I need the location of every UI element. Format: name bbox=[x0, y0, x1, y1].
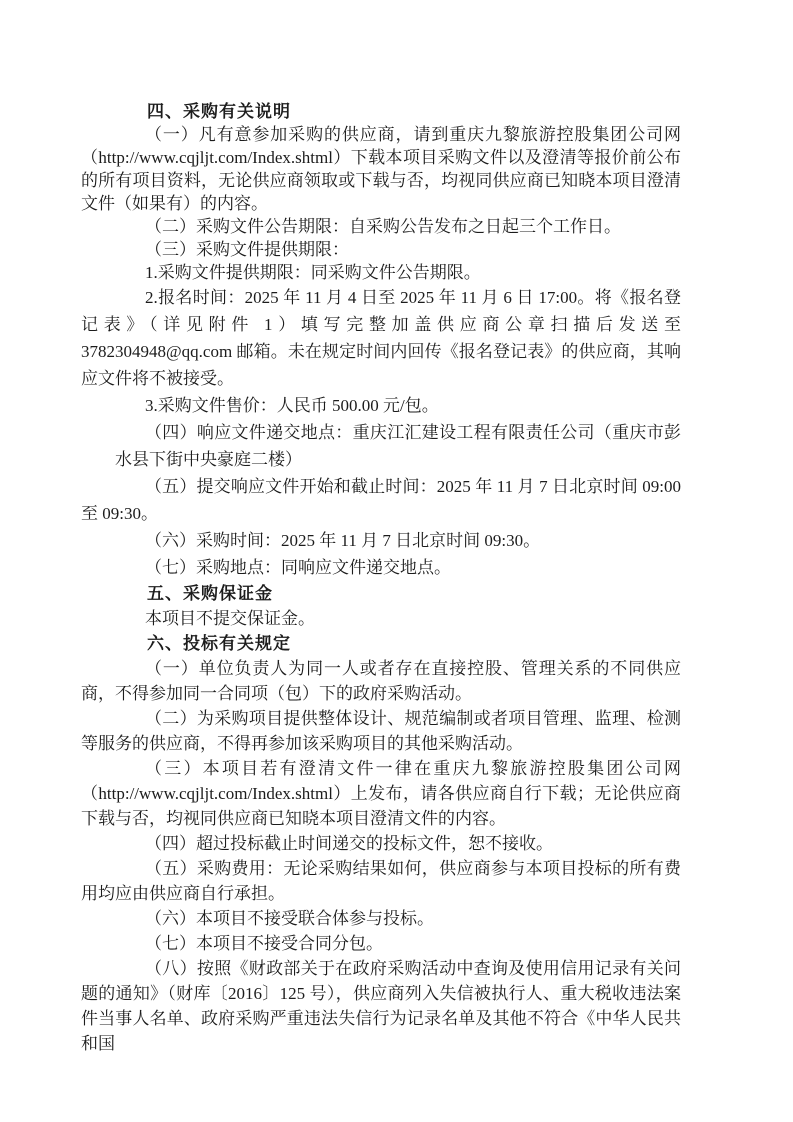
paragraph-document-price: 3.采购文件售价：人民币 500.00 元/包。 bbox=[145, 396, 439, 415]
paragraph-no-subcontract: （七）本项目不接受合同分包。 bbox=[145, 934, 383, 953]
paragraph-provision-period: 1.采购文件提供期限：同采购文件公告期限。 bbox=[145, 263, 481, 282]
section-bidding-rules bbox=[81, 631, 681, 1056]
paragraph-submission-address: （四）响应文件递交地点：重庆江汇建设工程有限责任公司（重庆市彭水县下街中央豪庭二楼） bbox=[115, 423, 681, 469]
section-deposit bbox=[81, 581, 681, 631]
paragraph-cost-borne-by-supplier: （五）采购费用：无论采购结果如何，供应商参与本项目投标的所有费用均应由供应商自行承担。 bbox=[81, 859, 681, 903]
section-heading-bidding-rules: 六、投标有关规定 bbox=[147, 634, 291, 653]
paragraph-clarification-publish: （三）本项目若有澄清文件一律在重庆九黎旅游控股集团公司网（http://www.cqjljt.com/Index.shtml）上发布，请各供应商自行下载；无论供应商下载与否，均视同供应商已知晓本项目澄清文件的内容。 bbox=[81, 759, 681, 828]
paragraph-registration-time: 2.报名时间：2025 年 11 月 4 日至 2025 年 11 月 6 日 17:00。将《报名登记表》（详见附件 1）填写完整加盖供应商公章扫描后发送至 3782304948@qq.com 邮箱。未在规定时间内回传《报名登记表》的供应商，其响应文件将不被接受。 bbox=[81, 288, 681, 388]
paragraph-provision-period-label: （三）采购文件提供期限： bbox=[145, 240, 349, 259]
paragraph-credit-record: （八）按照《财政部关于在政府采购活动中查询及使用信用记录有关问题的通知》（财库〔2016〕125 号），供应商列入失信被执行人、重大税收违法案件当事人名单、政府采购严重违法失信行为记录名单及其他不符合《中华人民共和国 bbox=[81, 959, 681, 1053]
section-procurement-notes bbox=[81, 100, 681, 581]
paragraph-late-submission: （四）超过投标截止时间递交的投标文件，恕不接收。 bbox=[145, 834, 553, 853]
paragraph-no-deposit: 本项目不提交保证金。 bbox=[145, 609, 315, 628]
paragraph-supplier-download-notice: （一）凡有意参加采购的供应商，请到重庆九黎旅游控股集团公司网（http://www.cqjljt.com/Index.shtml）下载本项目采购文件以及澄清等报价前公布的所有项目资料，无论供应商领取或下载与否，均视同供应商已知晓本项目澄清文件（如果有）的内容。 bbox=[81, 125, 681, 213]
paragraph-submission-time: （五）提交响应文件开始和截止时间：2025 年 11 月 7 日北京时间 09:00 至 09:30。 bbox=[81, 477, 681, 523]
paragraph-procurement-location: （七）采购地点：同响应文件递交地点。 bbox=[145, 558, 451, 577]
paragraph-no-consortium: （六）本项目不接受联合体参与投标。 bbox=[145, 909, 434, 928]
paragraph-announcement-period: （二）采购文件公告期限：自采购公告发布之日起三个工作日。 bbox=[145, 217, 621, 236]
paragraph-same-responsible-person: （一）单位负责人为同一人或者存在直接控股、管理关系的不同供应商，不得参加同一合同项（包）下的政府采购活动。 bbox=[81, 659, 681, 703]
section-heading-deposit: 五、采购保证金 bbox=[147, 584, 273, 603]
section-heading-procurement-notes: 四、采购有关说明 bbox=[147, 102, 291, 121]
paragraph-procurement-time: （六）采购时间：2025 年 11 月 7 日北京时间 09:30。 bbox=[145, 531, 541, 550]
paragraph-design-service-supplier: （二）为采购项目提供整体设计、规范编制或者项目管理、监理、检测等服务的供应商，不得再参加该采购项目的其他采购活动。 bbox=[81, 709, 681, 753]
